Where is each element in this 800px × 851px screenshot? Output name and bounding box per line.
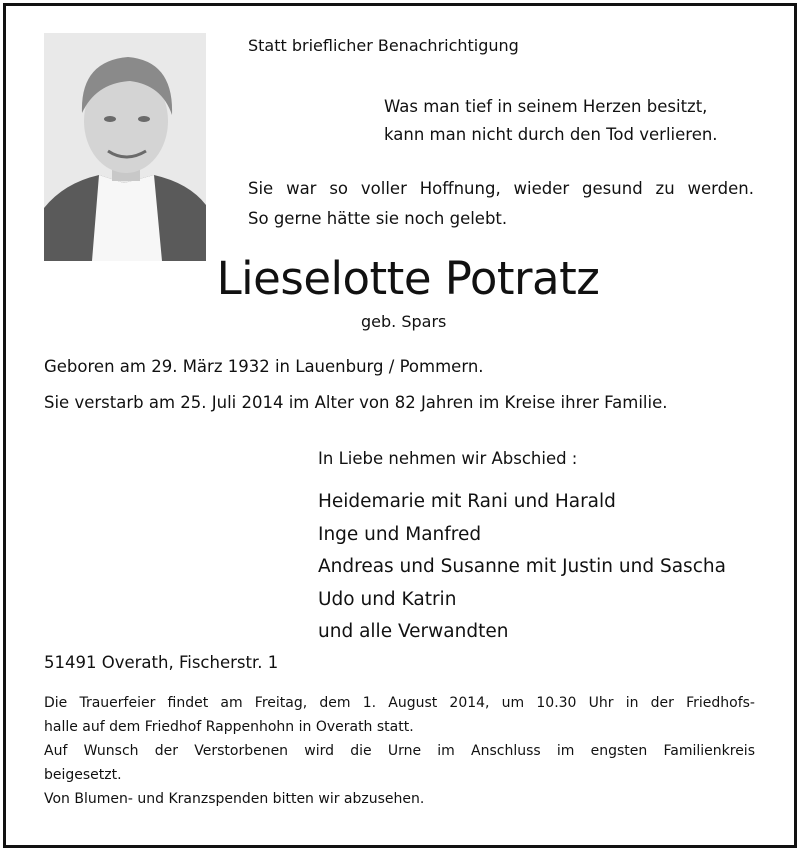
mourner-item: Andreas und Susanne mit Justin und Sascha xyxy=(318,556,726,577)
info-line: beigesetzt. xyxy=(44,767,122,783)
birth-info: Geboren am 29. März 1932 in Lauenburg / Pommern. xyxy=(44,357,484,376)
portrait-photo xyxy=(44,33,206,261)
quote-line-1: Was man tief in seinem Herzen besitzt, xyxy=(384,97,708,116)
info-line: Auf Wunsch der Verstorbenen wird die Urne im Anschluss im engsten Familienkreis xyxy=(44,743,755,759)
info-line: Die Trauerfeier findet am Freitag, dem 1. August 2014, um 10.30 Uhr in der Friedhofs- xyxy=(44,695,755,711)
mourner-item: Inge und Manfred xyxy=(318,523,482,545)
family-address: 51491 Overath, Fischerstr. 1 xyxy=(44,653,279,672)
mourner-item: und alle Verwandten xyxy=(318,621,509,642)
mourners-list xyxy=(318,486,726,649)
hope-line-1: Sie war so voller Hoffnung, wieder gesund zu werden. xyxy=(248,179,754,198)
mourner-item: Heidemarie mit Rani und Harald xyxy=(318,491,616,512)
funeral-info xyxy=(44,691,755,811)
birth-name: geb. Spars xyxy=(361,312,447,331)
farewell-line: In Liebe nehmen wir Abschied : xyxy=(318,449,578,468)
deceased-name: Lieselotte Potratz xyxy=(216,252,600,305)
info-line: Von Blumen- und Kranzspenden bitten wir abzusehen. xyxy=(44,791,425,807)
hope-text xyxy=(248,174,754,234)
quote-line-2: kann man nicht durch den Tod verlieren. xyxy=(384,125,718,144)
info-line: halle auf dem Friedhof Rappenhohn in Overath statt. xyxy=(44,719,414,735)
death-info: Sie verstarb am 25. Juli 2014 im Alter von 82 Jahren im Kreise ihrer Familie. xyxy=(44,393,668,412)
mourner-item: Udo und Katrin xyxy=(318,588,457,610)
hope-line-2: So gerne hätte sie noch gelebt. xyxy=(248,209,508,228)
notice-heading: Statt brieflicher Benachrichtigung xyxy=(248,36,519,55)
portrait-photo-icon xyxy=(44,33,206,261)
